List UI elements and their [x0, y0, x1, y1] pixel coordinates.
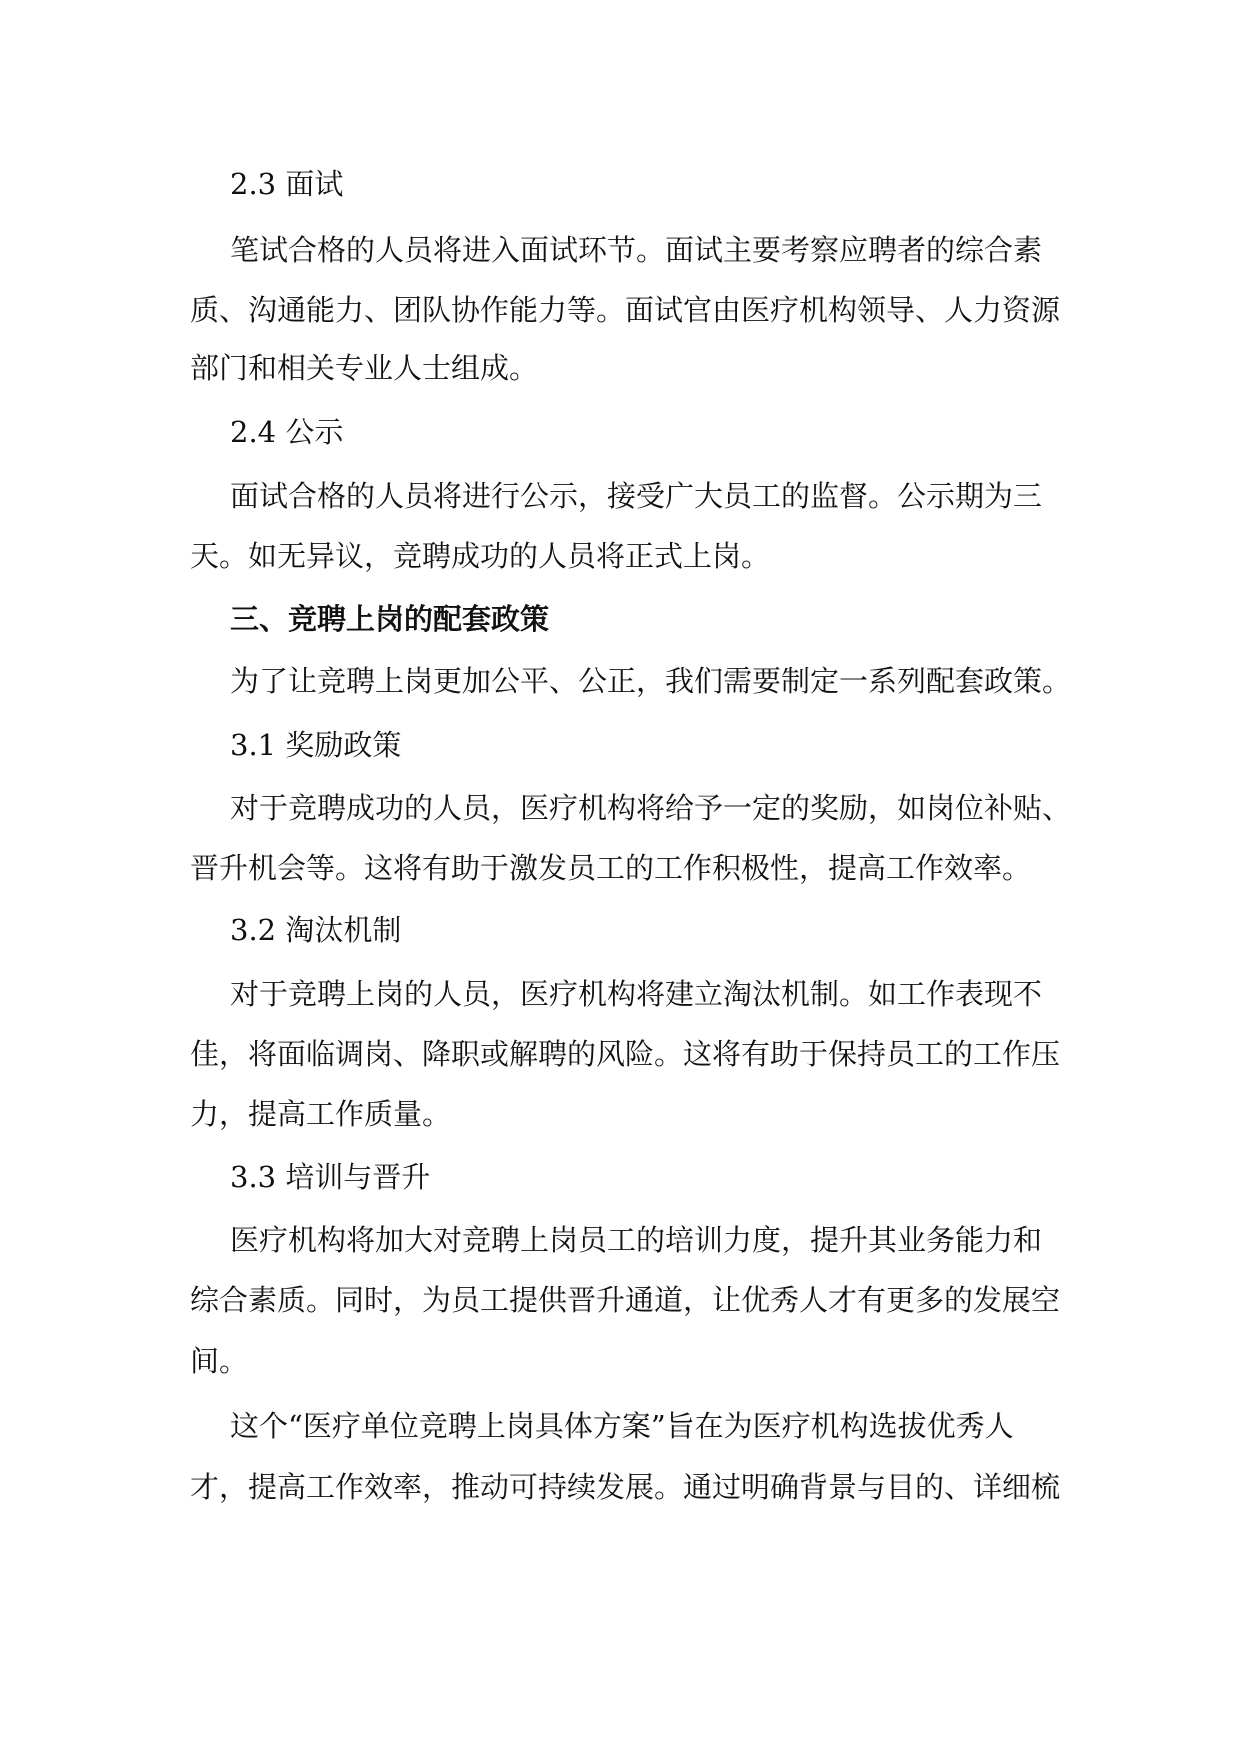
paragraph-line: 对于竞聘上岗的人员，医疗机构将建立淘汰机制。如工作表现不 — [230, 977, 1043, 1011]
paragraph-line: 晋升机会等。这将有助于激发员工的工作积极性，提高工作效率。 — [190, 851, 1032, 885]
paragraph-line: 力，提高工作质量。 — [190, 1097, 452, 1131]
paragraph-line: 这个“医疗单位竞聘上岗具体方案”旨在为医疗机构选拔优秀人 — [230, 1409, 1014, 1443]
section-heading-2-4: 2.4 公示 — [230, 415, 344, 449]
chapter-heading-3: 三、竞聘上岗的配套政策 — [230, 602, 550, 636]
section-heading-3-2: 3.2 淘汰机制 — [230, 913, 402, 947]
paragraph-line: 质、沟通能力、团队协作能力等。面试官由医疗机构领导、人力资源 — [190, 293, 1061, 327]
paragraph-line: 部门和相关专业人士组成。 — [190, 351, 539, 385]
section-heading-3-3: 3.3 培训与晋升 — [230, 1160, 431, 1194]
paragraph-line: 才，提高工作效率，推动可持续发展。通过明确背景与目的、详细梳 — [190, 1470, 1061, 1504]
paragraph-line: 天。如无异议，竞聘成功的人员将正式上岗。 — [190, 539, 771, 573]
paragraph-line: 为了让竞聘上岗更加公平、公正，我们需要制定一系列配套政策。 — [230, 664, 1072, 698]
paragraph-line: 医疗机构将加大对竞聘上岗员工的培训力度，提升其业务能力和 — [230, 1223, 1043, 1257]
paragraph-line: 佳，将面临调岗、降职或解聘的风险。这将有助于保持员工的工作压 — [190, 1037, 1061, 1071]
paragraph-line: 间。 — [190, 1344, 249, 1378]
paragraph-line: 对于竞聘成功的人员，医疗机构将给予一定的奖励，如岗位补贴、 — [230, 791, 1072, 825]
section-heading-2-3: 2.3 面试 — [230, 167, 344, 201]
paragraph-line: 面试合格的人员将进行公示，接受广大员工的监督。公示期为三 — [230, 479, 1043, 513]
section-heading-3-1: 3.1 奖励政策 — [230, 728, 402, 762]
paragraph-line: 笔试合格的人员将进入面试环节。面试主要考察应聘者的综合素 — [230, 233, 1043, 267]
paragraph-line: 综合素质。同时，为员工提供晋升通道，让优秀人才有更多的发展空 — [190, 1283, 1061, 1317]
